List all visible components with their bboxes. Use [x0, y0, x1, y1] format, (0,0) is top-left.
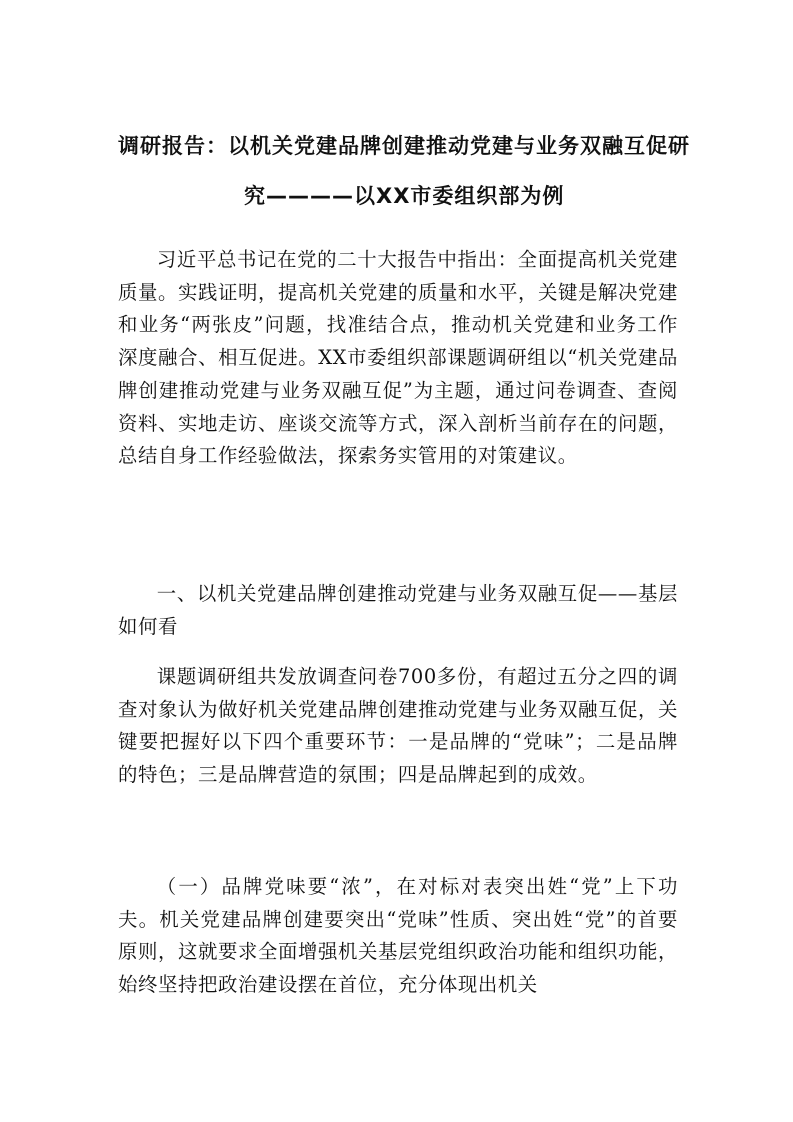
intro-paragraph: 习近平总书记在党的二十大报告中指出：全面提高机关党建质量。实践证明，提高机关党建的质量和水平，关键是解决党建和业务“两张皮”问题，找准结合点，推动机关党建和业务工作深度融合、相互促进。XX市委组织部课题调研组以“机关党建品牌创建推动党建与业务双融互促”为主题，通过问卷调查、查阅资料、实地走访、座谈交流等方式，深入剖析当前存在的问题，总结自身工作经验做法，探索务实管用的对策建议。 [118, 248, 678, 468]
document-title-line-2: 究————以XX市委组织部为例 [244, 184, 565, 208]
document-title-line-1: 调研报告：以机关党建品牌创建推动党建与业务双融互促研 [118, 134, 690, 158]
subsection-paragraph-1: （一）品牌党味要“浓”，在对标对表突出姓“党”上下功夫。机关党建品牌创建要突出“党味”性质、突出姓“党”的首要原则，这就要求全面增强机关基层党组织政治功能和组织功能，始终坚持把政治建设摆在首位，充分体现出机关 [118, 875, 678, 997]
survey-paragraph: 课题调研组共发放调查问卷700多份，有超过五分之四的调查对象认为做好机关党建品牌创建推动党建与业务双融互促，关键要把握好以下四个重要环节：一是品牌的“党味”；二是品牌的特色；三是品牌营造的氛围；四是品牌起到的成效。 [118, 665, 678, 787]
section-heading-1: 一、以机关党建品牌创建推动党建与业务双融互促——基层如何看 [118, 582, 678, 638]
